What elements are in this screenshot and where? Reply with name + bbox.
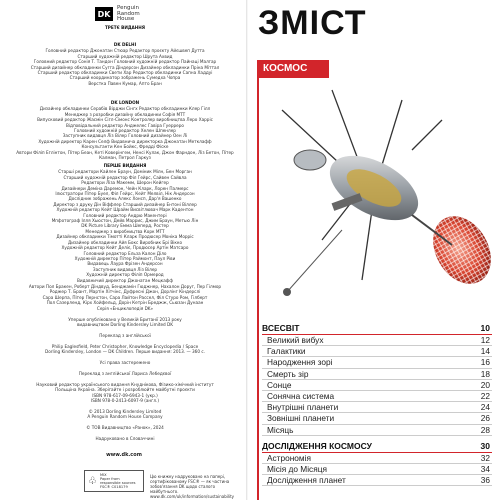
toc-item-page: 22 bbox=[480, 390, 490, 401]
credit-line: Уперше опубліковано у Великій Британії 2013 року bbox=[68, 316, 182, 322]
toc-item-title: Великий вибух bbox=[267, 335, 324, 345]
credit-line: ISBN 978-0-2413-6097-9 (англ.) bbox=[90, 397, 160, 403]
credit-line: Дослідник зображень Алекс Хонсп, Дар'я Вашенко bbox=[68, 196, 182, 202]
toc-item[interactable] bbox=[262, 425, 492, 436]
credit-line: Philip Eaglesfield, Peter Christopher, Knowledge Encyclopedia / Space bbox=[51, 343, 199, 349]
credit-line: Художній директор Карен Селф Видавнича директорка Джонатан Метклафф bbox=[38, 138, 212, 144]
credit-group bbox=[12, 284, 238, 306]
toc-item-title: Місяць bbox=[267, 424, 294, 435]
toc-item-title: Смерть зір bbox=[267, 368, 309, 379]
credit-line: Художній директор Пітер Раймонт, Паул Ріви bbox=[74, 255, 176, 261]
toc-item[interactable] bbox=[262, 346, 492, 357]
credit-line: A Penguin Random House Company bbox=[87, 414, 163, 420]
section-badge: КОСМОС bbox=[257, 60, 329, 78]
credit-line: Директор з друку Дін Віффлер Старший дизайнер Ентоні Віллер bbox=[53, 201, 197, 207]
toc-section-page: 30 bbox=[480, 440, 490, 451]
credit-line: Дизайнери Деміна Даремон, Чейн Кларк, Лорен Палмерс bbox=[61, 185, 189, 191]
credit-heading: ТРЕТЄ ВИДАННЯ bbox=[104, 25, 146, 30]
toc-item-title: Сонце bbox=[267, 379, 292, 390]
toc-item[interactable] bbox=[262, 413, 492, 424]
credit-line: Мпфотограф Ілля Хьюстон, Дейв Маррис, Джим Браун, Метью Лін bbox=[51, 218, 199, 224]
credit-line: Старший редактор обкладинки Свети Хар Редактор обкладинки Сапна Хаддуі bbox=[37, 70, 213, 76]
credit-line: Усі права застережено bbox=[99, 360, 151, 366]
toc-item[interactable] bbox=[262, 380, 492, 391]
toc-item-page: 34 bbox=[480, 463, 490, 474]
toc-item-title: Внутрішні планети bbox=[267, 402, 339, 413]
table-of-contents bbox=[262, 318, 492, 486]
toc-item-page: 26 bbox=[480, 413, 490, 424]
fsc-label: MIX Paper from responsible sources FSC® C018179 bbox=[99, 472, 136, 490]
credit-line: Верстка Павен Кумар, Апто Бран bbox=[88, 80, 162, 86]
credit-group bbox=[12, 39, 238, 86]
credit-line: Ілюстратори Пітер Буел, Філ Гейрс, Кейт Мелвіл, Нік Андерсон bbox=[55, 191, 195, 197]
toc-item-page: 32 bbox=[480, 452, 490, 463]
credit-line: видавництвом Dorling Kindersley Limited DK bbox=[76, 322, 174, 328]
toc-item-page: 16 bbox=[480, 357, 490, 368]
credit-line: Сара Шерпа, Пітер Пернстон, Сара Лайтон Рассел, Філ Стуро Ром, Гілберт bbox=[42, 294, 208, 300]
sustainability-note: Цю книжку надруковано на папері, сертифікованому FSC® — як частина зобов'язання DK щодо сталого майбутнього. www.dk.com/uk/information/sustainability bbox=[150, 474, 234, 499]
toc-item-title: Астрономія bbox=[267, 452, 311, 463]
credit-line: Художній редактор Кейт Деліє, Продюсер Артін Матсаро bbox=[61, 245, 189, 251]
toc-item[interactable] bbox=[262, 391, 492, 402]
dk-logo: DK bbox=[95, 7, 113, 21]
credit-line: Переклад з англійської bbox=[99, 333, 151, 339]
toc-section[interactable] bbox=[262, 440, 492, 453]
credit-heading: DK DELHI bbox=[113, 42, 137, 47]
toc-section[interactable] bbox=[262, 322, 492, 335]
credit-line: Науковий редактор українського видання Кнуднікова, Фізико-хімічний інститут bbox=[36, 381, 214, 387]
toc-item-page: 24 bbox=[480, 402, 490, 413]
credit-line: Дизайнер обкладинки Серабів Вірджи Сінгх Редактор обкладинки Клер Гілл bbox=[39, 106, 211, 112]
toc-section-title: ДОСЛІДЖЕННЯ КОСМОСУ bbox=[262, 440, 372, 451]
toc-item-title: Місія до Місяця bbox=[267, 463, 327, 474]
credit-line: © ТОВ Видавництво «Ранок», 2024 bbox=[86, 424, 164, 430]
credit-line: Консультанти Кен Бойкс, Фредді Фіске bbox=[81, 144, 169, 150]
toc-item[interactable] bbox=[262, 475, 492, 486]
toc-item[interactable] bbox=[262, 402, 492, 413]
satellite-illustration bbox=[262, 80, 500, 310]
website-url[interactable]: www.dk.com bbox=[106, 452, 142, 458]
toc-item[interactable] bbox=[262, 453, 492, 464]
credit-line: Надруковано в Словаччині bbox=[95, 435, 155, 441]
toc-item-page: 14 bbox=[480, 346, 490, 357]
credit-line: Старший художній редактор Філ Гейрс, Сайвен Сайвла bbox=[63, 174, 187, 180]
credit-line: Менеджер з розробки дизайну обкладинки Софія МТТ bbox=[64, 111, 186, 117]
credit-group bbox=[12, 97, 238, 160]
credit-line: Відповідальний редактор Анджелес Гавіра Гуерреро bbox=[66, 122, 184, 128]
credits-page bbox=[0, 0, 248, 500]
credit-line: Серія «Енциклопедія DK» bbox=[96, 306, 154, 311]
credit-line: Dorling Kindersley, London — DK Children. Перше видання: 2013. — 360 с. bbox=[45, 349, 205, 355]
fsc-logo bbox=[84, 470, 144, 492]
toc-item-title: Сонячна система bbox=[267, 390, 335, 401]
credit-line: Головний редактор Джонатан Стюар Редактор проєкту Айєшвеп Дутта bbox=[45, 48, 205, 54]
toc-section-page: 10 bbox=[480, 323, 490, 333]
credit-line: Видавець Лаура Фрізен Андерсон bbox=[87, 261, 163, 267]
credit-group bbox=[12, 306, 238, 441]
penguin-random-house-logo: Penguin Random House bbox=[117, 5, 140, 22]
credit-line: Автори Філіп Еглінтон, Пітер Беан, Кеті Коверінгем, Ненсі Кулак, Джон Фарндон, Ліз Бетон, Пітер Калман, Петрол Гаркуз bbox=[16, 149, 234, 161]
credit-heading: ПЕРШЕ ВИДАННЯ bbox=[103, 163, 147, 168]
credit-group bbox=[12, 160, 238, 283]
credit-line: Переклад з англійської Лариса Лебедєвої bbox=[78, 370, 172, 376]
credit-line: Польщіна Україна. Зберігайте і розроблюйте майбутні проєкти bbox=[55, 387, 195, 393]
toc-item-page: 12 bbox=[480, 335, 490, 345]
credit-line: © 2013 Dorling Kindersley Limited bbox=[88, 408, 162, 414]
credit-line: Старший художній редактор Шрута Ахвид bbox=[77, 53, 173, 59]
credit-line: Художній директор Філіп Ормерод bbox=[86, 272, 164, 278]
credit-line: Старший дизайнер обкладинки Сугга Діндерсон Дизайнер обкладинки Пріна Міттал bbox=[30, 64, 220, 70]
credit-line: Художній редактор Кейт Шрайм Висвітлювач Марк Кадентон bbox=[56, 207, 194, 213]
toc-item-page: 36 bbox=[480, 475, 490, 486]
toc-item-page: 20 bbox=[480, 379, 490, 390]
accent-line bbox=[257, 60, 259, 500]
toc-item[interactable] bbox=[262, 369, 492, 380]
credit-line: Старший координатор зображень Сумедха Чопра bbox=[69, 75, 181, 81]
credit-line: DK Picture Library Емма Шеперд, Ростер bbox=[81, 223, 169, 229]
credit-line: Роджер Т. Брант, Мартін Хітчінс, Дуфресні Джон, Дорлінг Кіндерслі bbox=[49, 289, 201, 295]
credit-line: Дизайнер обкладинки Тімотті Кларк Продюсер Моніка Морріс bbox=[56, 234, 194, 240]
toc-item-title: Зовнішні планети bbox=[267, 413, 335, 424]
credit-line: Видавничий директор Джонатан Мецкафф bbox=[77, 277, 173, 283]
fsc-tree-icon: ♧ bbox=[88, 475, 97, 487]
credit-line: Головний художній редактор Хелен Шпенлер bbox=[74, 128, 176, 134]
credit-line: Пол Сазерленд, Кірх Хойфельд, Дорін Кетрін Бреджж, Сьюзан Дунаан bbox=[46, 300, 204, 306]
credit-line: Головний редактор Андрю Макентері bbox=[83, 212, 167, 218]
credit-line: Дизайнер обкладинки Айя Бокс Виробник Брі Вікко bbox=[67, 239, 183, 245]
credit-line: Менеджер з виробництва Корк МТТ bbox=[85, 228, 165, 234]
toc-item-title: Галактики bbox=[267, 346, 306, 357]
toc-item-title: Дослідження планет bbox=[267, 475, 346, 486]
credit-line: Головний редактор Сонія Т. Тандон Головний художній редактор Пайнаці Малгар bbox=[33, 59, 217, 65]
credit-line: Головний редактор Ельза Калон Діло bbox=[83, 250, 167, 256]
credit-line: Заступник видавця Ліз Вілер bbox=[92, 266, 158, 272]
credit-line: Заступник видавця Ліз Вілер Головний дизайнер Оен Лі bbox=[62, 133, 188, 139]
toc-item[interactable] bbox=[262, 464, 492, 475]
page-title: ЗМІСТ bbox=[258, 4, 367, 42]
credit-line: ISBN 978-617-09-6943-1 (укр.) bbox=[92, 392, 158, 398]
toc-item[interactable] bbox=[262, 357, 492, 368]
toc-section-title: ВСЕСВІТ bbox=[262, 323, 300, 333]
credit-group bbox=[12, 22, 238, 31]
credit-line: Випусковий редактор Жасмін Сігл-Сімонс Контролер виробництва Леро Харріс bbox=[37, 117, 213, 123]
toc-item[interactable] bbox=[262, 335, 492, 346]
credit-line: Старші редактори Кайлен Браун, Доміник Мілн, Бен Морган bbox=[58, 169, 192, 175]
publisher-logo bbox=[95, 6, 140, 23]
toc-item-page: 28 bbox=[480, 424, 490, 435]
credit-heading: DK LONDON bbox=[110, 100, 140, 105]
toc-item-title: Народження зорі bbox=[267, 357, 333, 368]
toc-item-page: 18 bbox=[480, 368, 490, 379]
credit-line: Редактори Ліза Макемм, Шерон Кейгер bbox=[81, 180, 169, 186]
credit-line: Автори Пол Бракен, Роберт Діндвуд, Бенджамін Гюджнер, Нахалон Доруг, Пер Гілмор bbox=[28, 284, 222, 289]
